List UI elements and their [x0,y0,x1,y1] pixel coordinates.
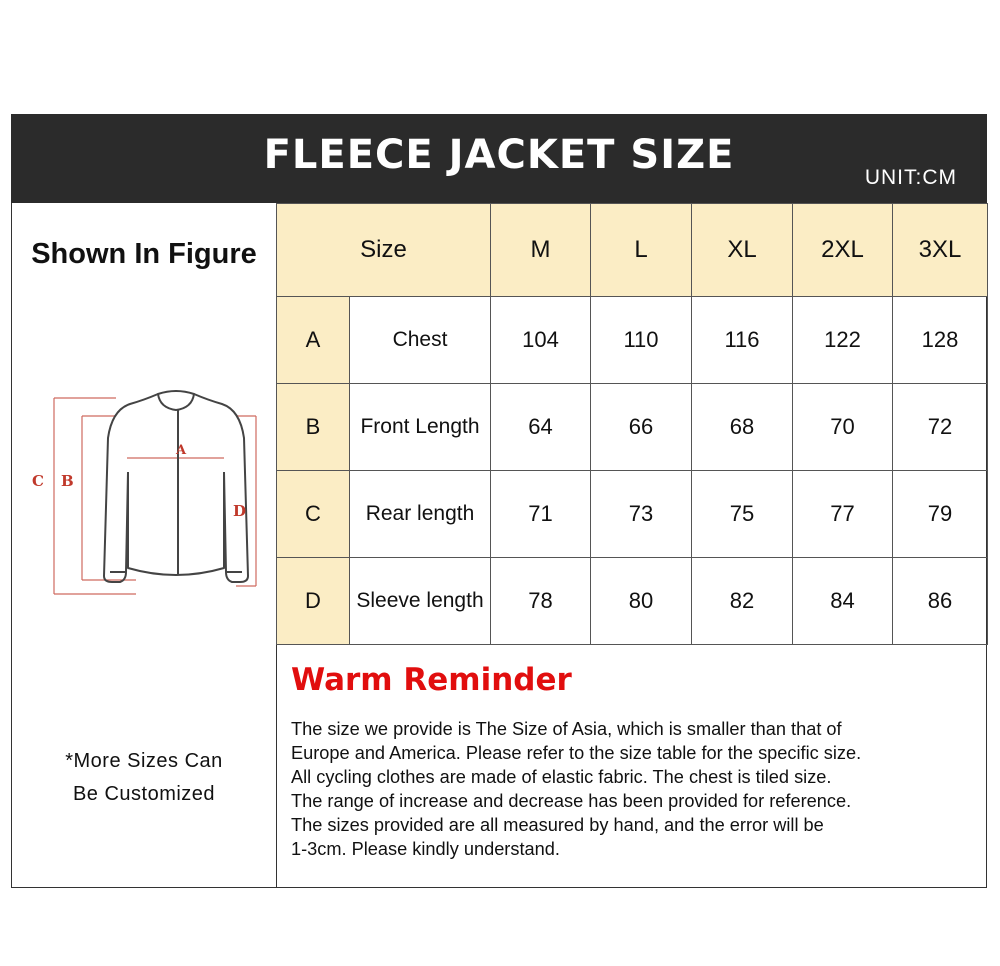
table-cell: 75 [692,471,793,558]
marker-b: B [61,472,74,490]
table-cell: 77 [793,471,893,558]
table-cell: 70 [793,384,893,471]
row-letter: A [277,297,350,384]
page-title: FLEECE JACKET SIZE [263,132,735,178]
reminder-line: 1-3cm. Please kindly understand. [291,839,560,859]
reminder-line: All cycling clothes are made of elastic fabric. The chest is tiled size. [291,767,832,787]
table-cell: 86 [893,558,988,645]
warm-reminder-body [291,717,981,861]
table-cell: 110 [591,297,692,384]
table-cell: 104 [491,297,591,384]
jacket-figure [26,382,266,616]
table-cell: 84 [793,558,893,645]
table-cell: 64 [491,384,591,471]
custom-size-note [12,745,276,811]
size-col-2xl: 2XL [793,204,893,297]
warm-reminder-title: Warm Reminder [291,662,572,698]
row-letter: C [277,471,350,558]
table-cell: 128 [893,297,988,384]
size-col-m: M [491,204,591,297]
size-header-row [277,204,988,297]
marker-a: A [176,443,187,458]
table-cell: 68 [692,384,793,471]
size-col-l: L [591,204,692,297]
marker-d: D [233,502,247,520]
table-cell: 79 [893,471,988,558]
size-table [276,203,988,645]
reminder-line: Europe and America. Please refer to the size table for the specific size. [291,743,862,763]
table-row [277,558,988,645]
size-header-cell: Size [277,204,491,297]
table-cell: 122 [793,297,893,384]
table-cell: 66 [591,384,692,471]
row-letter: D [277,558,350,645]
size-col-xl: XL [692,204,793,297]
header-bar [11,114,987,203]
custom-note-line: Be Customized [72,783,216,805]
table-row [277,297,988,384]
table-cell: 72 [893,384,988,471]
row-measure: Front Length [350,384,491,471]
custom-note-line: *More Sizes Can [65,750,223,772]
reminder-line: The size we provide is The Size of Asia, which is smaller than that of [291,719,842,739]
table-row [277,384,988,471]
row-measure: Chest [350,297,491,384]
table-cell: 116 [692,297,793,384]
unit-label: UNIT:CM [864,166,957,189]
shown-in-figure-label: Shown In Figure [31,238,257,270]
row-measure: Sleeve length [350,558,491,645]
table-cell: 78 [491,558,591,645]
reminder-line: The range of increase and decrease has been provided for reference. [291,791,852,811]
table-cell: 80 [591,558,692,645]
row-measure: Rear length [350,471,491,558]
table-cell: 82 [692,558,793,645]
table-row [277,471,988,558]
marker-c: C [32,472,44,490]
size-col-3xl: 3XL [893,204,988,297]
table-cell: 73 [591,471,692,558]
table-cell: 71 [491,471,591,558]
jacket-outline-icon [26,382,266,612]
reminder-line: The sizes provided are all measured by hand, and the error will be [291,815,824,835]
row-letter: B [277,384,350,471]
